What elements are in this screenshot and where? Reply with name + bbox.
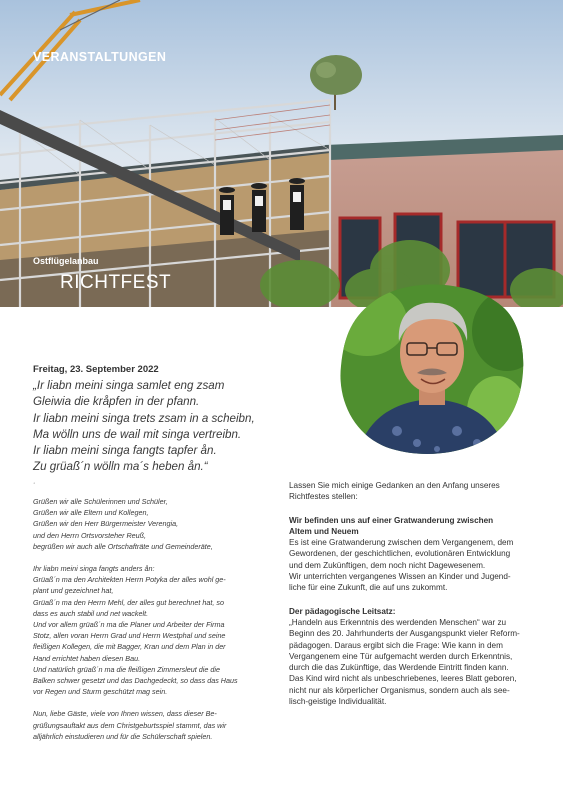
opening-verse — [33, 378, 303, 476]
article-title: RICHTFEST — [60, 272, 172, 293]
section-text: Es ist eine Gratwanderung zwischen dem Vergangenem, dem Gewordenen, der geschichtlichen, evolutionären Entwicklung und dem Zukünftigen, dem noch nicht Dagewesenem. Wir unterrichten vergangenes Wissen an Kinder und Jugend- liche für eine Zukunft, die auf uns zukommt. — [289, 538, 514, 593]
verse-line: Ma wölln uns de wail mit singa vertreibn. — [33, 427, 242, 441]
section-text: „Handeln aus Erkenntnis des werdenden Menschen“ war zu Beginn des 20. Jahrhunderts der Ausgangspunkt vieler Reform- pädagogen. Daraus ergibt sich die Frage: Wie kann in dem Vergangenem eine Tür aufgemacht werden durch Erkenntnis, durch die das Zukünftige, das Werdende Eintritt finden kann. Das Kind wird nicht als unbeschriebenes, leeres Blatt geboren, nicht nur als körperlicher Organismus, sondern auch als see- lisch-geistige Individualität. — [289, 617, 520, 707]
verse-line: Ir liabn meini singa trets zsam in a scheibn, — [33, 411, 255, 425]
separator-dot: · — [33, 480, 36, 487]
verse-line: Ir liabn meini singa fangts tapfer ån. — [33, 444, 217, 458]
verse-line: „Ir liabn meini singa samlet eng zsam — [33, 379, 225, 392]
greeting-paragraph: Grüßen wir alle Schülerinnen und Schüler, Grüßen wir alle Eltern und Kollegen, Grüßen wir den Herr Bürgermeister Verengia, und den Herrn Ortsvorsteher Reuß, begrüßen wir auch alle Ortschafträte und Gemeinderäte, — [33, 497, 213, 551]
verse-line: Gleiwia die kråpfen in der pfann. — [33, 395, 200, 409]
intro-paragraph: Lassen Sie mich einige Gedanken an den Anfang unseres Richtfestes stellen: — [289, 481, 500, 502]
article-date: Freitag, 23. September 2022 — [33, 364, 159, 375]
greeting-paragraph: Ihr liabn meini singa fangts anders ån: Grüaß´n ma den Architekten Herrn Potyka der alles wohl ge- plant und gezeichnet hat, Grüaß´n ma den Herrn Mehl, der alles gut berechnet hat, so dass es auch stabil und net wackelt. Und vor allem grüaß´n ma die Planer und Arbeiter der Firma Stotz, allen voran Herrn Grad und Herrn Westphal und seine fleißigen Kollegen, die mit Bagger, Kran und dem Plan in der Hand errichtet haben diesen Bau. Und natürlich grüaß´n ma die fleißigen Zimmersleut die die Balken schwer gesetzt und das Dachgedeckt, so dass das Haus vor Regen und Sturm geschützt mag sein. — [33, 564, 238, 697]
verse-line: Zu grüaß´n wölln ma´s heben ån.“ — [33, 460, 208, 474]
greeting-paragraph: Nun, liebe Gäste, viele von Ihnen wissen, dass dieser Be- grüßungsauftakt aus dem Christgeburtsspiel stammt, das wir alljährlich einstudieren und für die Schülerschaft spielen. — [33, 709, 227, 741]
section-heading: Der pädagogische Leitsatz: — [289, 606, 396, 616]
author-portrait — [337, 281, 527, 456]
section-label: VERANSTALTUNGEN — [33, 50, 167, 64]
hero-photo — [0, 0, 563, 307]
right-column — [289, 480, 534, 719]
section-heading: Wir befinden uns auf einer Gratwanderung zwischen Altem und Neuem — [289, 515, 494, 536]
article-subtitle: Ostflügelanbau — [33, 256, 99, 266]
left-column — [33, 478, 283, 753]
